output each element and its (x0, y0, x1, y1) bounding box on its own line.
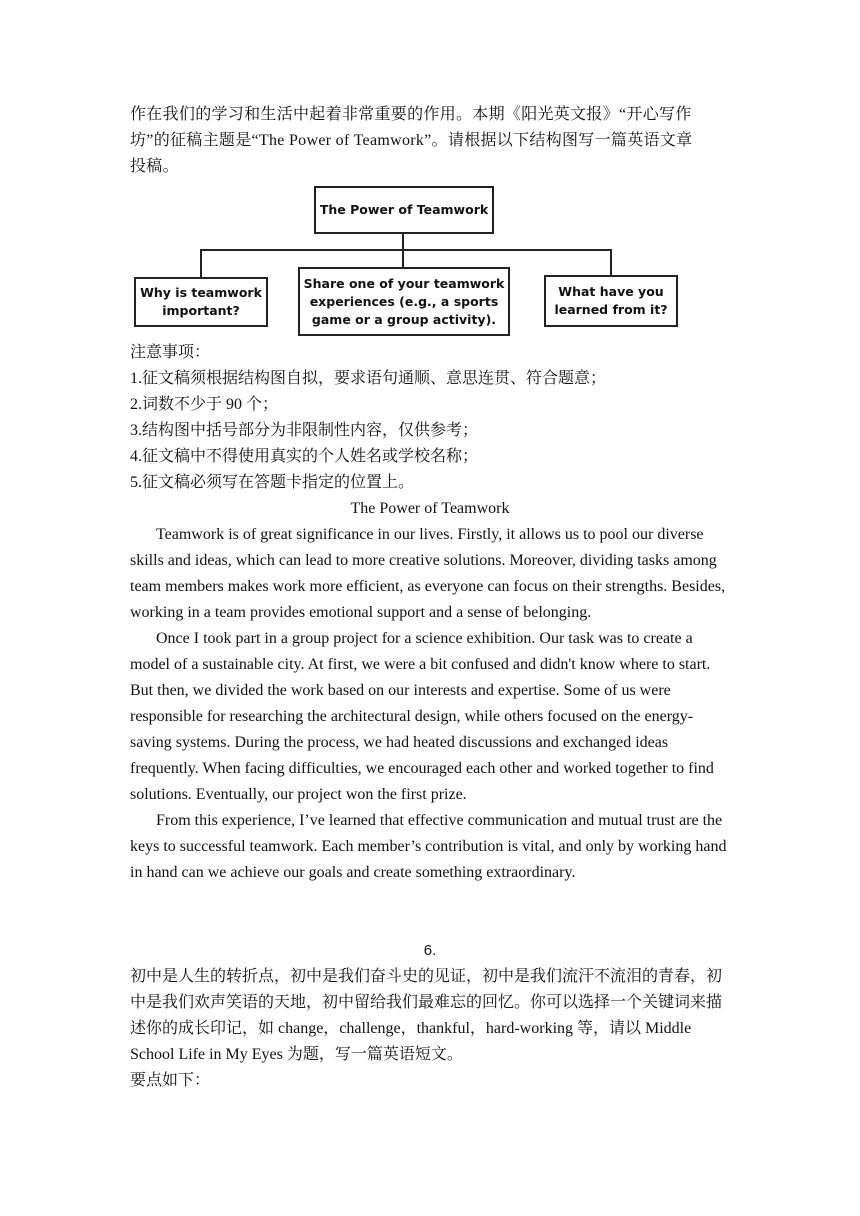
notes-item: 3.结构图中括号部分为非限制性内容，仅供参考； (130, 422, 479, 439)
diagram-root-box (314, 186, 494, 234)
question-6 (130, 938, 730, 1094)
essay-title: The Power of Teamwork (350, 500, 510, 517)
intro-line: 投稿。 (130, 158, 179, 175)
diagram-middle-line: Share one of your teamwork (303, 275, 505, 291)
diagram-left-line: important? (162, 303, 240, 318)
diagram-right-line: What have you (558, 284, 664, 299)
intro-line: 作在我们的学习和生活中起着非常重要的作用。本期《阳光英文报》“开心写作 (130, 106, 692, 123)
model-essay (130, 496, 730, 886)
question-text: 初中是人生的转折点，初中是我们奋斗史的见证，初中是我们流汗不流泪的青春，初中是我们欢声笑语的天地，初中留给我们最难忘的回忆。你可以选择一个关键词来描述你的成长印记，如 change，challenge，thankful，hard-working 等，请以 Middle School Life in My Eyes 为题，写一篇英语短文。 (130, 968, 723, 1063)
diagram-left-box (134, 277, 268, 327)
notes-item: 2.词数不少于 90 个； (130, 396, 279, 413)
connector-left-down (200, 249, 202, 277)
intro-text (130, 102, 730, 180)
essay-paragraph: Once I took part in a group project for a science exhibition. Our task was to create a model of a sustainable city. At first, we were a bit confused and didn't know where to start. But then, we divided the work based on our interests and expertise. Some of us were responsible for researching the architectural design, while others focused on the energy-saving systems. During the process, we had heated discussions and exchanged ideas frequently. When facing difficulties, we encouraged each other and worked together to find solutions. Eventually, our project won the first prize. (130, 630, 714, 803)
diagram-middle-line: experiences (e.g., a sports (309, 293, 499, 309)
notes-heading: 注意事项： (130, 344, 211, 361)
notes-item: 4.征文稿中不得使用真实的个人姓名或学校名称； (130, 448, 479, 465)
notes-item: 5.征文稿必须写在答题卡指定的位置上。 (130, 474, 415, 491)
connector-horizontal (200, 249, 612, 251)
connector-right-down (610, 249, 612, 275)
connector-root-down (402, 232, 404, 250)
diagram-right-line: learned from it? (554, 302, 668, 317)
structure-diagram (130, 184, 690, 340)
essay-paragraph: Teamwork is of great significance in our lives. Firstly, it allows us to pool our diverse skills and ideas, which can lead to more creative solutions. Moreover, dividing tasks among team members makes work more efficient, as everyone can focus on their strengths. Besides, working in a team provides emotional support and a sense of belonging. (130, 526, 726, 621)
diagram-left-line: Why is teamwork (140, 285, 262, 300)
essay-paragraph: From this experience, I’ve learned that effective communication and mutual trust are the keys to successful teamwork. Each member’s contribution is vital, and only by working hand in hand can we achieve our goals and create something extraordinary. (130, 812, 727, 881)
diagram-right-box (544, 275, 678, 327)
question-number: 6. (423, 942, 437, 959)
notes-section (130, 340, 730, 496)
notes-item: 1.征文稿须根据结构图自拟，要求语句通顺、意思连贯、符合题意； (130, 370, 607, 387)
diagram-root-label: The Power of Teamwork (319, 202, 489, 217)
intro-line: 坊”的征稿主题是“The Power of Teamwork”。请根据以下结构图写一篇英语文章 (130, 132, 693, 149)
connector-middle-down (402, 249, 404, 267)
points-heading: 要点如下： (130, 1072, 211, 1089)
diagram-middle-box (298, 267, 510, 336)
diagram-middle-line: game or a group activity). (311, 311, 497, 327)
